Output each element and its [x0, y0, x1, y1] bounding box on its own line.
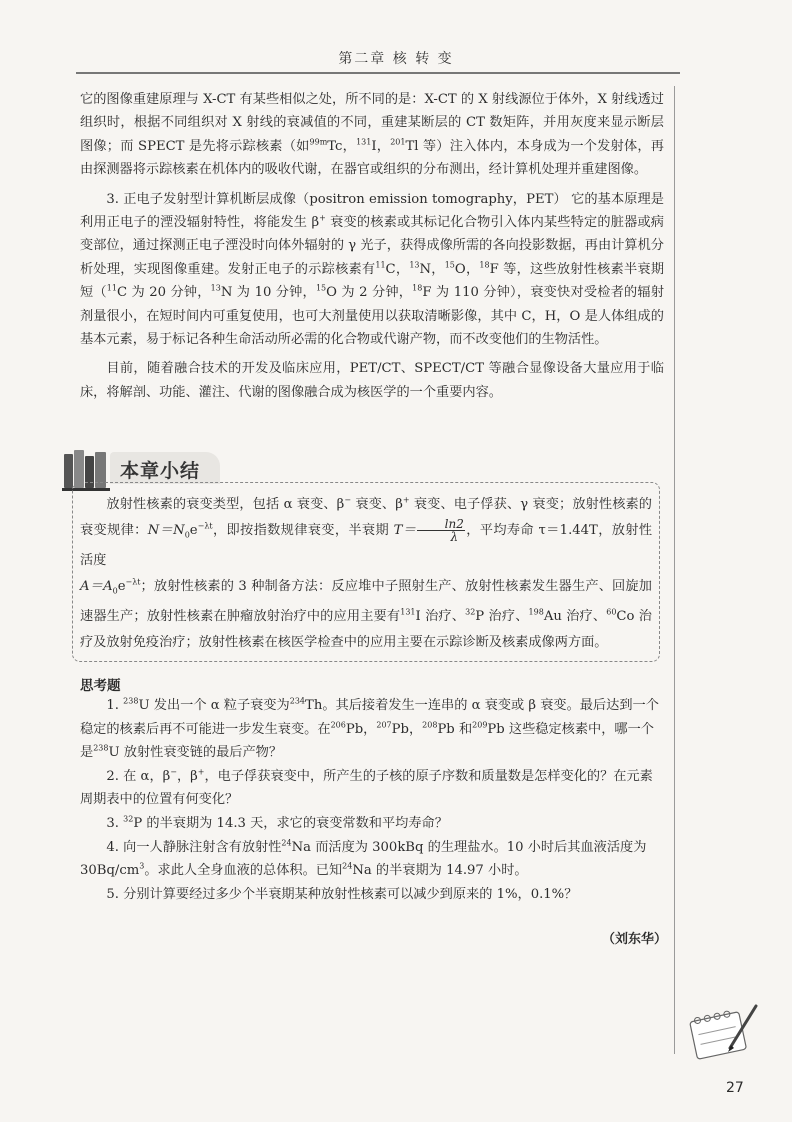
summary-title: 本章小结 [120, 460, 201, 482]
page-number: 27 [726, 1080, 744, 1096]
main-text [80, 88, 664, 404]
summary-text: 放射性核素的衰变类型，包括 α 衰变、β− 衰变、β+ 衰变、电子俘获、γ 衰变；放射性核素的衰变规律：$N=N_0e^{-\lambda t}$，即按指数规律衰变，半衰期 T＝ $\frac{\ln 2}{\lambda}$ ，平均寿命 τ＝1.44T，放射性活度 $A=A_0e^{-\lambda t}$；放射性核素的 3 种制备方法：反应堆中子照射生产、放射性核素发生器生产、回旋加速器生产；放射性核素在肿瘤放射治疗中的应用主要有$^{131}$I 治疗、$^{32}$P 治疗、$^{198}$Au 治疗、$^{60}$Co 治疗及放射免疫治疗；放射性核素在核医学检查中的应用主要在示踪诊断及核素成像两方面。 [80, 495, 653, 651]
questions-title: 思考题 [80, 678, 121, 694]
questions-list [80, 694, 664, 906]
half-life-fraction: $\frac{\ln 2}{\lambda}$ [417, 518, 465, 543]
chapter-header: 第二章 核 转 变 [338, 51, 454, 67]
header-rule [76, 72, 680, 74]
question-2: 2. 在 α，β−，β+，电子俘获衰变中，所产生的子核的原子序数和质量数是怎样变化的？在元素周期表中的位置有何变化？ [80, 767, 653, 808]
question-3: 3. $^{32}$P 的半衰期为 14.3 天，求它的衰变常数和平均寿命？ [106, 814, 448, 831]
question-4: 4. 向一人静脉注射含有放射性$^{24}$Na 而活度为 300kBq 的生理盐水。10 小时后其血液活度为 $30Bq/cm^3$。求此人全身血液的总体积。已知$^{24}$Na 的半衰期为 14.97 小时。 [80, 838, 647, 879]
question-5: 5. 分别计算要经过多少个半衰期某种放射性核素可以减少到原来的 1%，0.1%？ [106, 886, 578, 902]
notebook-pen-icon [680, 1000, 760, 1060]
paragraph-spect: 它的图像重建原理与 X-CT 有某些相似之处，所不同的是：X-CT 的 X 射线源位于体外，X 射线透过组织时，根据不同组织对 X 射线的衰减值的不同，重建某断层的 CT 数矩阵，并用灰度来显示断层图像；而 SPECT 是先将示踪核素（如$^{99m}$Tc，$^{131}$I，$^{201}$Tl 等）注入体内，本身成为一个发射体，再由探测器将示踪核素在机体内的吸收代谢，在器官或组织的分布测出，经计算机处理并重建图像。 [80, 92, 664, 178]
paragraph-pet: 3. 正电子发射型计算机断层成像（positron emission tomography，PET） 它的基本原理是利用正电子的湮没辐射特性，将能发生 β+ 衰变的核素或其标记化合物引入体内某些特定的脏器或病变部位，通过探测正电子湮没时向体外辐射的 γ 光子，获得成像所需的各向投影数据，再由计算机分析处理，实现图像重建。发射正电子的示踪核素有$^{11}$C，$^{13}$N，$^{15}$O，$^{18}$F 等，这些放射性核素半衰期短（$^{11}$C 为 20 分钟，$^{13}$N 为 10 分钟，$^{15}$O 为 2 分钟，$^{18}$F 为 110 分钟），衰变快对受检者的辐射剂量很小，在短时间内可重复使用，也可大剂量使用以获取清晰影像，其中 C，H，O 是人体组成的基本元素，易于标记各种生命活动所必需的化合物或代谢产物，而不改变他们的生物活性。 [80, 191, 665, 348]
margin-rule [674, 86, 675, 1054]
paragraph-fusion: 目前，随着融合技术的开发及临床应用，PET/CT、SPECT/CT 等融合显像设备大量应用于临床，将解剖、功能、灌注、代谢的图像融合成为核医学的一个重要内容。 [80, 361, 664, 400]
author: （刘东华） [602, 932, 668, 947]
question-1: 1. $^{238}$U 发出一个 α 粒子衰变为$^{234}$Th。其后接着发生一连串的 α 衰变或 β 衰变。最后达到一个稳定的核素后再不可能进一步发生衰变。在$^{206}$Pb，$^{207}$Pb，$^{208}$Pb 和$^{209}$Pb 这些稳定核素中，哪一个是$^{238}$U 放射性衰变链的最后产物？ [80, 696, 659, 761]
